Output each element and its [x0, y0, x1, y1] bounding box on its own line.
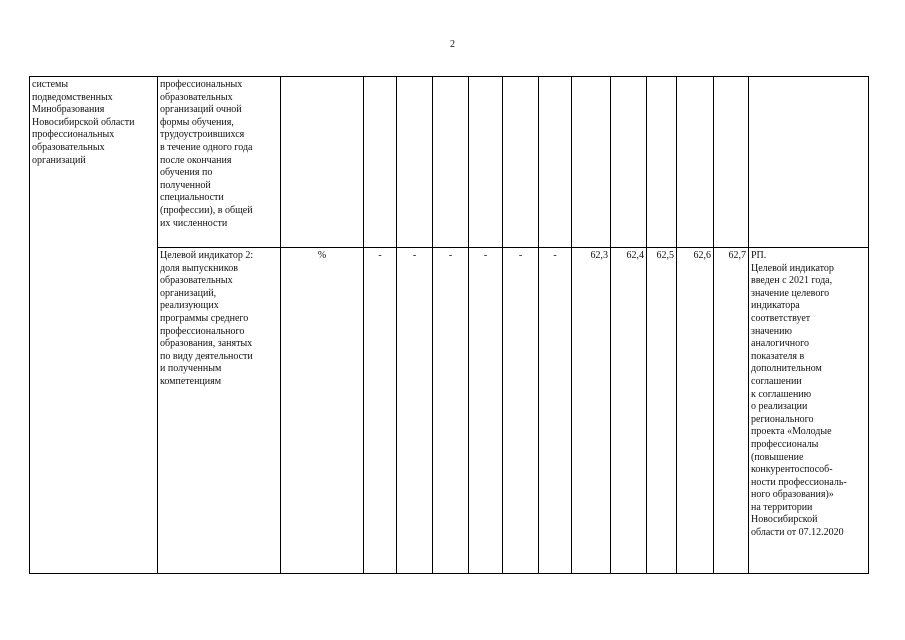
value-cell: -: [503, 248, 539, 574]
value-cell: 62,4: [611, 248, 647, 574]
indicator-name-cell: профессиональных образовательных организаций очной формы обучения, трудоустроившихся в течение одного года после окончания обучения по полученной специальности (профессии), в общей их численности: [158, 77, 281, 248]
note-cell: РП. Целевой индикатор введен с 2021 года, значение целевого индикатора соответствует значению аналогичного показателя в дополнительном соглашении к соглашению о реализации регионального проекта «Молодые профессионалы (повышение конкурентоспособ- ности профессиональ- ного образования)» на территории Новосибирской области от 07.12.2020: [749, 248, 869, 574]
value-cell: -: [397, 248, 433, 574]
program-cell: системы подведомственных Минобразования Новосибирской области профессиональных образовательных организаций: [30, 77, 158, 574]
value-cell: 62,6: [677, 248, 714, 574]
value-cell: -: [469, 248, 503, 574]
value-cell: -: [539, 248, 572, 574]
value-cell: -: [433, 248, 469, 574]
value-cell: 62,5: [647, 248, 677, 574]
value-cell: -: [364, 248, 397, 574]
unit-cell: %: [281, 248, 364, 574]
value-cell: 62,7: [714, 248, 749, 574]
page-number: 2: [450, 39, 455, 50]
table-row: [30, 77, 869, 248]
indicator-table: [29, 76, 869, 574]
indicator-name-cell: Целевой индикатор 2: доля выпускников образовательных организаций, реализующих программы среднего профессионального образования, занятых по виду деятельности и полученным компетенциям: [158, 248, 281, 574]
value-cell: 62,3: [572, 248, 611, 574]
